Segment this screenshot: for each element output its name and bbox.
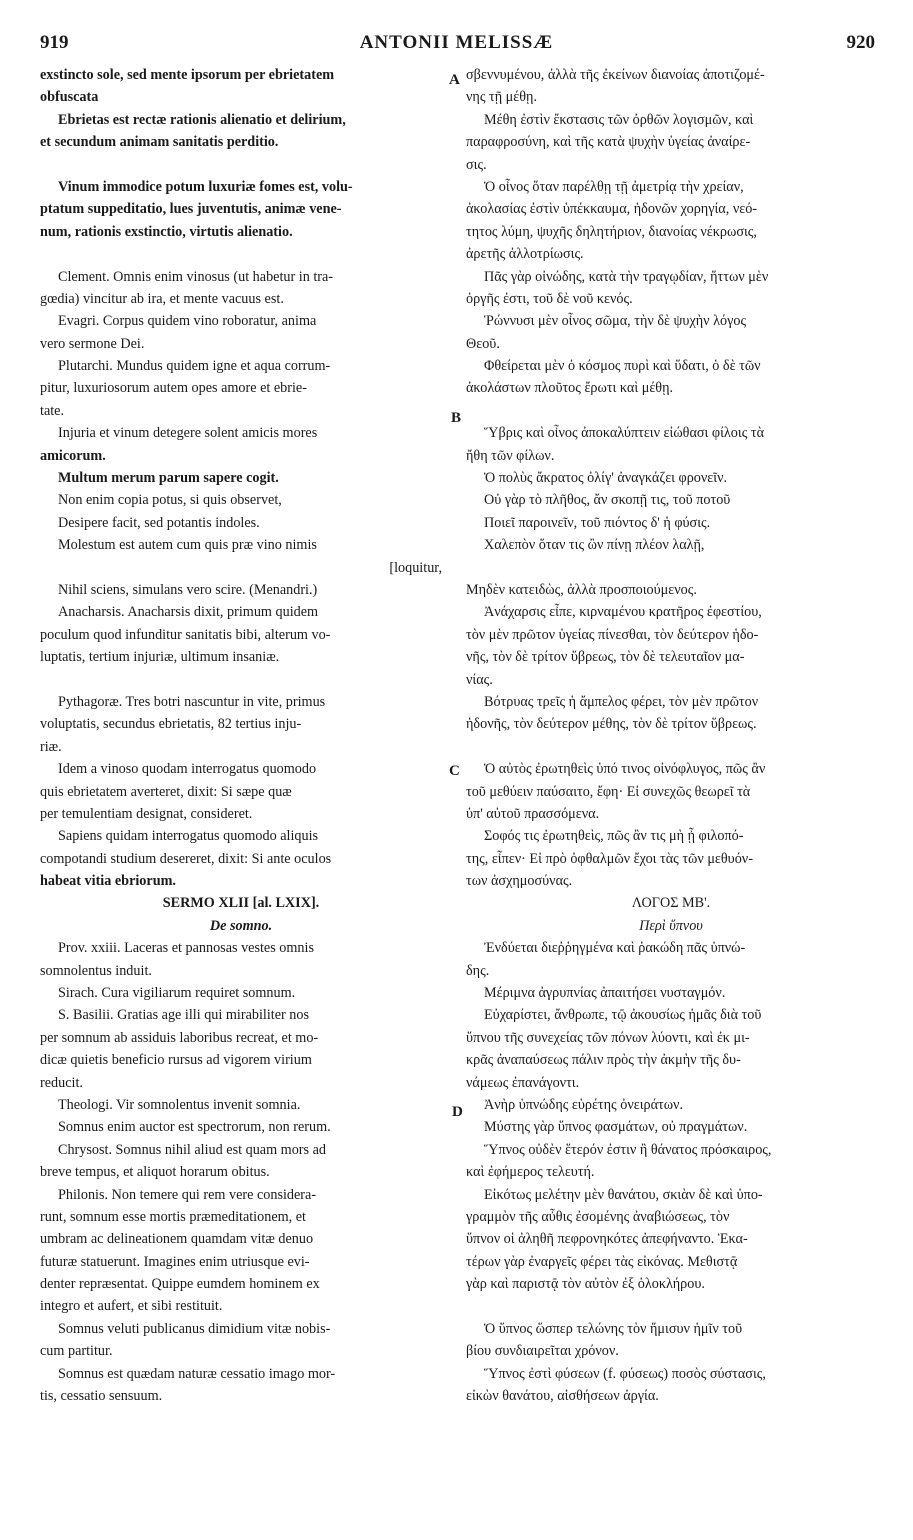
text-line: Ὁ ὕπνος ὥσπερ τελώνης τὸν ἥμισυν ἡμῖν τοῦ (484, 1320, 743, 1337)
text-line: εἰκὼν θανάτου, αἰσθήσεων ἀργία. (466, 1388, 659, 1405)
text-line: ἀκολασίας ἐστὶν ὑπέκκαυμα, ἡδονῶν χορηγία, νεό- (466, 201, 758, 218)
text-line: τοῦ μεθύειν παύσαιτο, ἔφη· Εἰ συνεχῶς θεωρεῖ τὰ (466, 783, 751, 800)
text-line: ὑπ' αὐτοῦ πρασσόμενα. (466, 805, 600, 822)
text-line: Χαλεπὸν ὅταν τις ὢν πίνῃ πλέον λαλῇ, (484, 537, 705, 554)
text-line: Chrysost. Somnus nihil aliud est quam mors ad (58, 1141, 326, 1158)
text-line: Somnus veluti publicanus dimidium vitæ nobis- (58, 1320, 331, 1337)
text-line: Ἀνὴρ ὑπνώδης εὑρέτης ὀνειράτων. (484, 1096, 684, 1113)
text-line: Εὐχαρίστει, ἄνθρωπε, τῷ ἀκουσίως ἡμᾶς διὰ τοῦ (484, 1007, 762, 1024)
text-line: poculum quod infunditur sanitatis bibi, alterum vo- (40, 626, 331, 643)
text-line: Nihil sciens, simulans vero scire. (Menandri.) (58, 581, 318, 598)
text-line: Βότρυας τρεῖς ἡ ἄμπελος φέρει, τὸν μὲν πρῶτον (484, 693, 759, 710)
text-line: Εἰκότως μελέτην μὲν θανάτου, σκιὰν δὲ καὶ ὑπο- (484, 1186, 763, 1203)
text-line: ἀκολάστων πλοῦτος ἔρωτι καὶ μέθῃ. (466, 380, 674, 397)
text-line: ptatum suppeditatio, lues juventutis, animæ vene- (40, 201, 342, 218)
text-line: Sapiens quidam interrogatus quomodo aliquis (58, 828, 319, 845)
text-line: gœdia) vincitur ab ira, et mente vacuus est. (40, 290, 284, 307)
text-line: γραμμὸν τῆς αὖθις ἐσομένης ἀναβιώσεως, τὸν (466, 1208, 730, 1225)
text-line: σβεννυμένου, ἀλλὰ τῆς ἐκείνων διανοίας ἀποτιζομέ- (466, 67, 765, 83)
text-line: γὰρ καὶ παριστᾷ τὸν αὐτὸν ἐξ ὁλοκλήρου. (466, 1276, 705, 1293)
text-line: Ebrietas est rectæ rationis alienatio et delirium, (58, 111, 346, 128)
text-line: somnolentus induit. (40, 962, 152, 979)
blank-line (40, 154, 442, 176)
text-line: Plutarchi. Mundus quidem igne et aqua corrum- (58, 358, 331, 375)
text-line: vero sermone Dei. (40, 335, 145, 352)
text-line: pitur, luxuriosorum autem opes amore et ebrie- (40, 380, 307, 397)
text-line: luptatis, tertium injuriæ, ultimum insaniæ. (40, 649, 280, 666)
text-line: Μέθη ἐστὶν ἔκστασις τῶν ὀρθῶν λογισμῶν, καὶ (484, 111, 754, 128)
text-line: futuræ statuerunt. Imagines enim utriusque evi- (40, 1253, 310, 1270)
text-line: σις. (466, 156, 487, 173)
text-line: reducit. (40, 1074, 83, 1091)
blank-line (466, 736, 876, 758)
section-subheading: De somno. (209, 917, 273, 934)
text-line: dicæ quietis beneficio rursus ad vigorem virium (40, 1052, 312, 1069)
text-line: habeat vitia ebriorum. (40, 873, 176, 890)
section-subheading: Περὶ ὕπνου (639, 917, 703, 934)
margin-letter-a: A (449, 72, 460, 88)
text-line: Evagri. Corpus quidem vino roboratur, anima (58, 313, 317, 330)
text-line: τητος λύμη, ψυχῆς δηλητήριον, διανοίας νέκρωσις, (466, 223, 757, 240)
blank-line (466, 557, 876, 579)
text-line: Θεοῦ. (466, 335, 500, 352)
running-title: ANTONII MELISSÆ (359, 32, 554, 53)
text-line: Somnus est quædam naturæ cessatio imago mor- (58, 1365, 336, 1382)
text-line: Ποιεῖ παροινεῖν, τοῦ πιόντος δ' ἡ φύσις. (484, 514, 711, 531)
blank-line (466, 1295, 876, 1317)
text-line: Ῥώννυσι μὲν οἶνος σῶμα, τὴν δὲ ψυχὴν λόγος (484, 313, 747, 330)
text-line: Ὕπνος οὐδὲν ἕτερόν ἐστιν ἢ θάνατος πρόσκαιρος, (484, 1141, 772, 1158)
text-line: Theologi. Vir somnolentus invenit somnia. (58, 1096, 301, 1113)
blank-line (466, 400, 876, 422)
text-line: Vinum immodice potum luxuriæ fomes est, volu- (58, 178, 353, 195)
text-line: Μηδὲν κατειδὼς, ἀλλὰ προσποιούμενος. (466, 581, 697, 598)
text-line: παραφροσύνη, καὶ τῆς κατὰ ψυχὴν ὑγείας ἀναίρε- (466, 134, 751, 151)
text-line: per somnum ab assiduis laboribus recreat, et mo- (40, 1029, 319, 1046)
text-line: per temulentiam designat, consideret. (40, 805, 253, 822)
text-line: voluptatis, secundus ebrietatis, 82 tertius inju- (40, 716, 302, 733)
margin-letter-d: D (452, 1104, 463, 1120)
text-line: denter repræsentat. Quippe eumdem hominem ex (40, 1276, 320, 1293)
text-line: ἀρετῆς ἀλλοτρίωσις. (466, 246, 584, 263)
text-line: Prov. xxiii. Laceras et pannosas vestes omnis (58, 940, 314, 957)
text-line: breve tempus, et aliquot horarum obitus. (40, 1164, 270, 1181)
text-line: tis, cessatio sensuum. (40, 1388, 163, 1405)
margin-letter-b: B (451, 410, 462, 426)
text-line: νης τῇ μέθῃ. (466, 89, 537, 106)
text-line: integro et aufert, et sibi restituit. (40, 1298, 223, 1315)
text-line: νῆς, τὸν δὲ τρίτον ὕβρεως, τὸν δὲ τελευταῖον μα- (466, 649, 745, 666)
text-line: quis ebrietatem averteret, dixit: Si sæpe quæ (40, 783, 292, 800)
text-line: Clement. Omnis enim vinosus (ut habetur in tra- (58, 268, 334, 285)
text-line: exstincto sole, sed mente ipsorum per ebrietatem (40, 67, 335, 83)
text-line: amicorum. (40, 447, 106, 464)
text-line: Ὕπνος ἐστὶ φύσεων (f. φύσεως) ποσὸς σύστασις, (484, 1365, 766, 1382)
text-line: Μύστης γὰρ ὕπνος φασμάτων, οὐ πραγμάτων. (484, 1119, 748, 1136)
text-line: Somnus enim auctor est spectrorum, non rerum. (58, 1119, 331, 1136)
text-line: et secundum animam sanitatis perditio. (40, 134, 279, 151)
text-line: τὸν μὲν πρῶτον ὑγείας πίνεσθαι, τὸν δεύτερον ἡδο- (466, 626, 759, 643)
text-line: obfuscata (40, 89, 99, 106)
text-line: ἤθη τῶν φίλων. (466, 447, 555, 464)
text-line: Anacharsis. Anacharsis dixit, primum quidem (58, 604, 319, 621)
margin-letter-c: C (449, 763, 460, 779)
text-line: Philonis. Non temere qui rem vere considera- (58, 1186, 317, 1203)
text-line: νίας. (466, 671, 493, 688)
page-header (30, 32, 883, 54)
text-line: riæ. (40, 738, 62, 755)
text-line: Idem a vinoso quodam interrogatus quomodo (58, 761, 317, 778)
text-line: num, rationis exstinctio, virtutis alienatio. (40, 223, 293, 240)
text-line: Non enim copia potus, si quis observet, (58, 492, 282, 509)
text-line: Ὕβρις καὶ οἶνος ἀποκαλύπτειν εἰώθασι φίλοις τὰ (484, 425, 765, 442)
text-line: ὀργῆς ἐστι, τοῦ δὲ νοῦ κενός. (466, 290, 633, 307)
text-line: Pythagoræ. Tres botri nascuntur in vite, primus (58, 693, 326, 710)
text-line: Injuria et vinum detegere solent amicis mores (58, 425, 318, 442)
text-line: δης. (466, 962, 490, 979)
text-line: ὕπνου τῆς συνεχείας τῶν πόνων λύοντι, καὶ ἐκ μι- (466, 1029, 750, 1046)
text-line: κρᾶς ἀναπαύσεως πάλιν πρὸς τὴν ἀκμὴν τῆς δυ- (466, 1052, 741, 1069)
text-line: καὶ ἐφήμερος τελευτή. (466, 1164, 595, 1181)
text-line: της, εἶπεν· Εἰ πρὸ ὀφθαλμῶν ἔχοι τὰς τῶν μεθυόν- (466, 850, 753, 867)
text-line: Multum merum parum sapere cogit. (58, 470, 279, 487)
text-line: των ἀσχημοσύνας. (466, 873, 573, 890)
text-line: umbram ac delineationem quamdam vitæ denuo (40, 1231, 314, 1248)
page-number-right: 920 (846, 32, 875, 53)
blank-line (40, 669, 442, 691)
text-line: Φθείρεται μὲν ὁ κόσμος πυρὶ καὶ ὕδατι, ὁ δὲ τῶν (484, 358, 761, 375)
page-number-left: 919 (40, 32, 69, 53)
text-line: tate. (40, 402, 65, 419)
text-line: Molestum est autem cum quis præ vino nimis (58, 537, 317, 554)
text-line: Ἀνάχαρσις εἶπε, κιρναμένου κρατῆρος ἐφεστίου, (484, 604, 762, 621)
text-line: ἡδονῆς, τὸν δεύτερον μέθης, τὸν δὲ τρίτον ὕβρεως. (466, 716, 757, 733)
text-line: Πᾶς γὰρ οἰνώδης, κατὰ τὴν τραγῳδίαν, ἥττων μὲν (484, 268, 769, 285)
latin-column (40, 64, 442, 1407)
text-line: Ἐνδύεται διεῤῥηγμένα καὶ ῥακώδη πᾶς ὑπνώ- (484, 940, 746, 957)
text-line: compotandi studium desereret, dixit: Si ante oculos (40, 850, 332, 867)
text-line: Ὁ οἶνος ὅταν παρέλθῃ τῇ ἀμετρίᾳ τὴν χρείαν, (484, 178, 744, 195)
greek-column (466, 64, 876, 1407)
text-line: runt, somnum esse mortis præmeditationem, et (40, 1208, 306, 1225)
text-line: Sirach. Cura vigiliarum requiret somnum. (58, 985, 296, 1002)
section-heading: ΛΟΓΟΣ ΜΒ'. (631, 895, 711, 912)
text-line: Σοφός τις ἐρωτηθεὶς, πῶς ἂν τις μὴ ᾖ φιλοπό- (484, 828, 744, 845)
text-line: νάμεως ἐπανάγοντι. (466, 1074, 580, 1091)
blank-line (40, 243, 442, 265)
text-line: Desipere facit, sed potantis indoles. (58, 514, 260, 531)
text-line: [loquitur, (389, 559, 442, 576)
text-line: Οὐ γὰρ τὸ πλῆθος, ἄν σκοπῇ τις, τοῦ ποτοῦ (484, 492, 731, 509)
section-heading: SERMO XLII [al. LXIX]. (162, 895, 320, 912)
text-line: τέρων γὰρ ἐναργεῖς φέρει τὰς εἰκόνας. Μεθιστᾷ (466, 1253, 738, 1270)
text-line: βίου συνδιαιρεῖται χρόνον. (466, 1343, 619, 1360)
text-line: S. Basilii. Gratias age illi qui mirabiliter nos (58, 1007, 310, 1024)
text-line: ὕπνον οἱ ἀληθῆ πεφρονηκότες ἀπεφήναντο. Ἑκα- (466, 1231, 748, 1248)
text-line: Ὁ αὐτὸς ἐρωτηθεὶς ὑπό τινος οἰνόφλυγος, πῶς ἂν (484, 761, 766, 778)
text-line: cum partitur. (40, 1343, 113, 1360)
text-line: Ὁ πολὺς ἄκρατος ὀλίγ' ἀναγκάζει φρονεῖν. (484, 470, 728, 487)
text-line: Μέριμνα ἀγρυπνίας ἀπαιτήσει νυσταγμόν. (484, 985, 726, 1002)
